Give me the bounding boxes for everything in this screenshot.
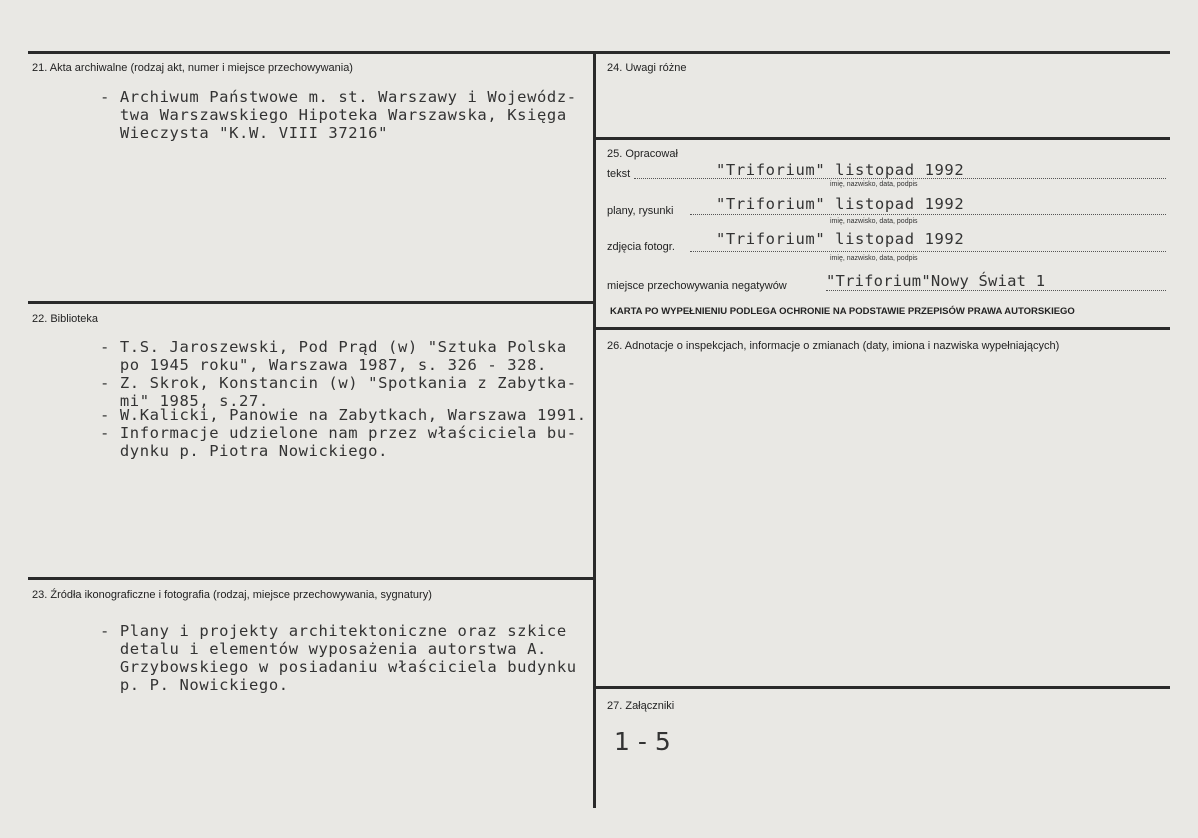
section-23-line-3: Grzybowskiego w posiadaniu właściciela budynku [100,658,577,676]
section-21-heading: 21. Akta archiwalne (rodzaj akt, numer i miejsce przechowywania) [32,62,353,74]
section-23-line-2: detalu i elementów wyposażenia autorstwa A. [100,640,547,658]
section-23-heading: 23. Źródła ikonograficzne i fotografia (rodzaj, miejsce przechowywania, sygnatury) [32,589,432,601]
plany-dotted-line [690,214,1166,215]
tekst-hint: imię, nazwisko, data, podpis [830,181,918,188]
negatywy-label: miejsce przechowywania negatywów [607,280,787,292]
rule-25-26 [594,327,1170,330]
tekst-value: "Triforium" listopad 1992 [716,161,965,179]
section-24-heading: 24. Uwagi różne [607,62,687,74]
tekst-label: tekst [607,168,631,180]
section-25-heading: 25. Opracował [607,148,678,160]
rule-22-23 [28,577,594,580]
section-22-line-3: - Z. Skrok, Konstancin (w) "Spotkania z Zabytka- [100,374,577,392]
zdjecia-dotted-line [690,251,1166,252]
rule-24-25 [594,137,1170,140]
plany-label: plany, rysunki [607,205,674,217]
zdjecia-value: "Triforium" listopad 1992 [716,230,965,248]
plany-value: "Triforium" listopad 1992 [716,195,965,213]
negatywy-value: "Triforium"Nowy Świat 1 [826,272,1046,290]
section-23-line-1: - Plany i projekty architektoniczne oraz szkice [100,622,567,640]
section-23-line-4: p. P. Nowickiego. [100,676,289,694]
section-22-line-6: - Informacje udzielone nam przez właściciela bu- [100,424,577,442]
section-21-line-2: twa Warszawskiego Hipoteka Warszawska, Księga [100,106,567,124]
attachments-value: 1 - 5 [614,727,671,756]
section-26-heading: 26. Adnotacje o inspekcjach, informacje o zmianach (daty, imiona i nazwiska wypełniających) [607,340,1060,352]
section-27-heading: 27. Załączniki [607,700,675,712]
zdjecia-hint: imię, nazwisko, data, podpis [830,255,918,262]
section-22-line-4: mi" 1985, s.27. [100,392,269,410]
copyright-notice: KARTA PO WYPEŁNIENIU PODLEGA OCHRONIE NA PODSTAWIE PRZEPISÓW PRAWA AUTORSKIEGO [610,306,1075,317]
section-22-line-1: - T.S. Jaroszewski, Pod Prąd (w) "Sztuka Polska [100,338,567,356]
negatywy-dotted-line [826,290,1166,291]
rule-26-27 [594,686,1170,689]
plany-hint: imię, nazwisko, data, podpis [830,218,918,225]
section-22-line-5: - W.Kalicki, Panowie na Zabytkach, Warszawa 1991. [100,406,587,424]
section-22-line-7: dynku p. Piotra Nowickiego. [100,442,389,460]
rule-21-22 [28,301,594,304]
section-21-line-1: - Archiwum Państwowe m. st. Warszawy i Wojewódz- [100,88,577,106]
top-rule [28,51,1170,54]
zdjecia-label: zdjęcia fotogr. [607,241,675,253]
center-divider [593,51,596,808]
section-21-line-3: Wieczysta "K.W. VIII 37216" [100,124,389,142]
section-22-heading: 22. Biblioteka [32,313,99,325]
section-22-line-2: po 1945 roku", Warszawa 1987, s. 326 - 328. [100,356,547,374]
